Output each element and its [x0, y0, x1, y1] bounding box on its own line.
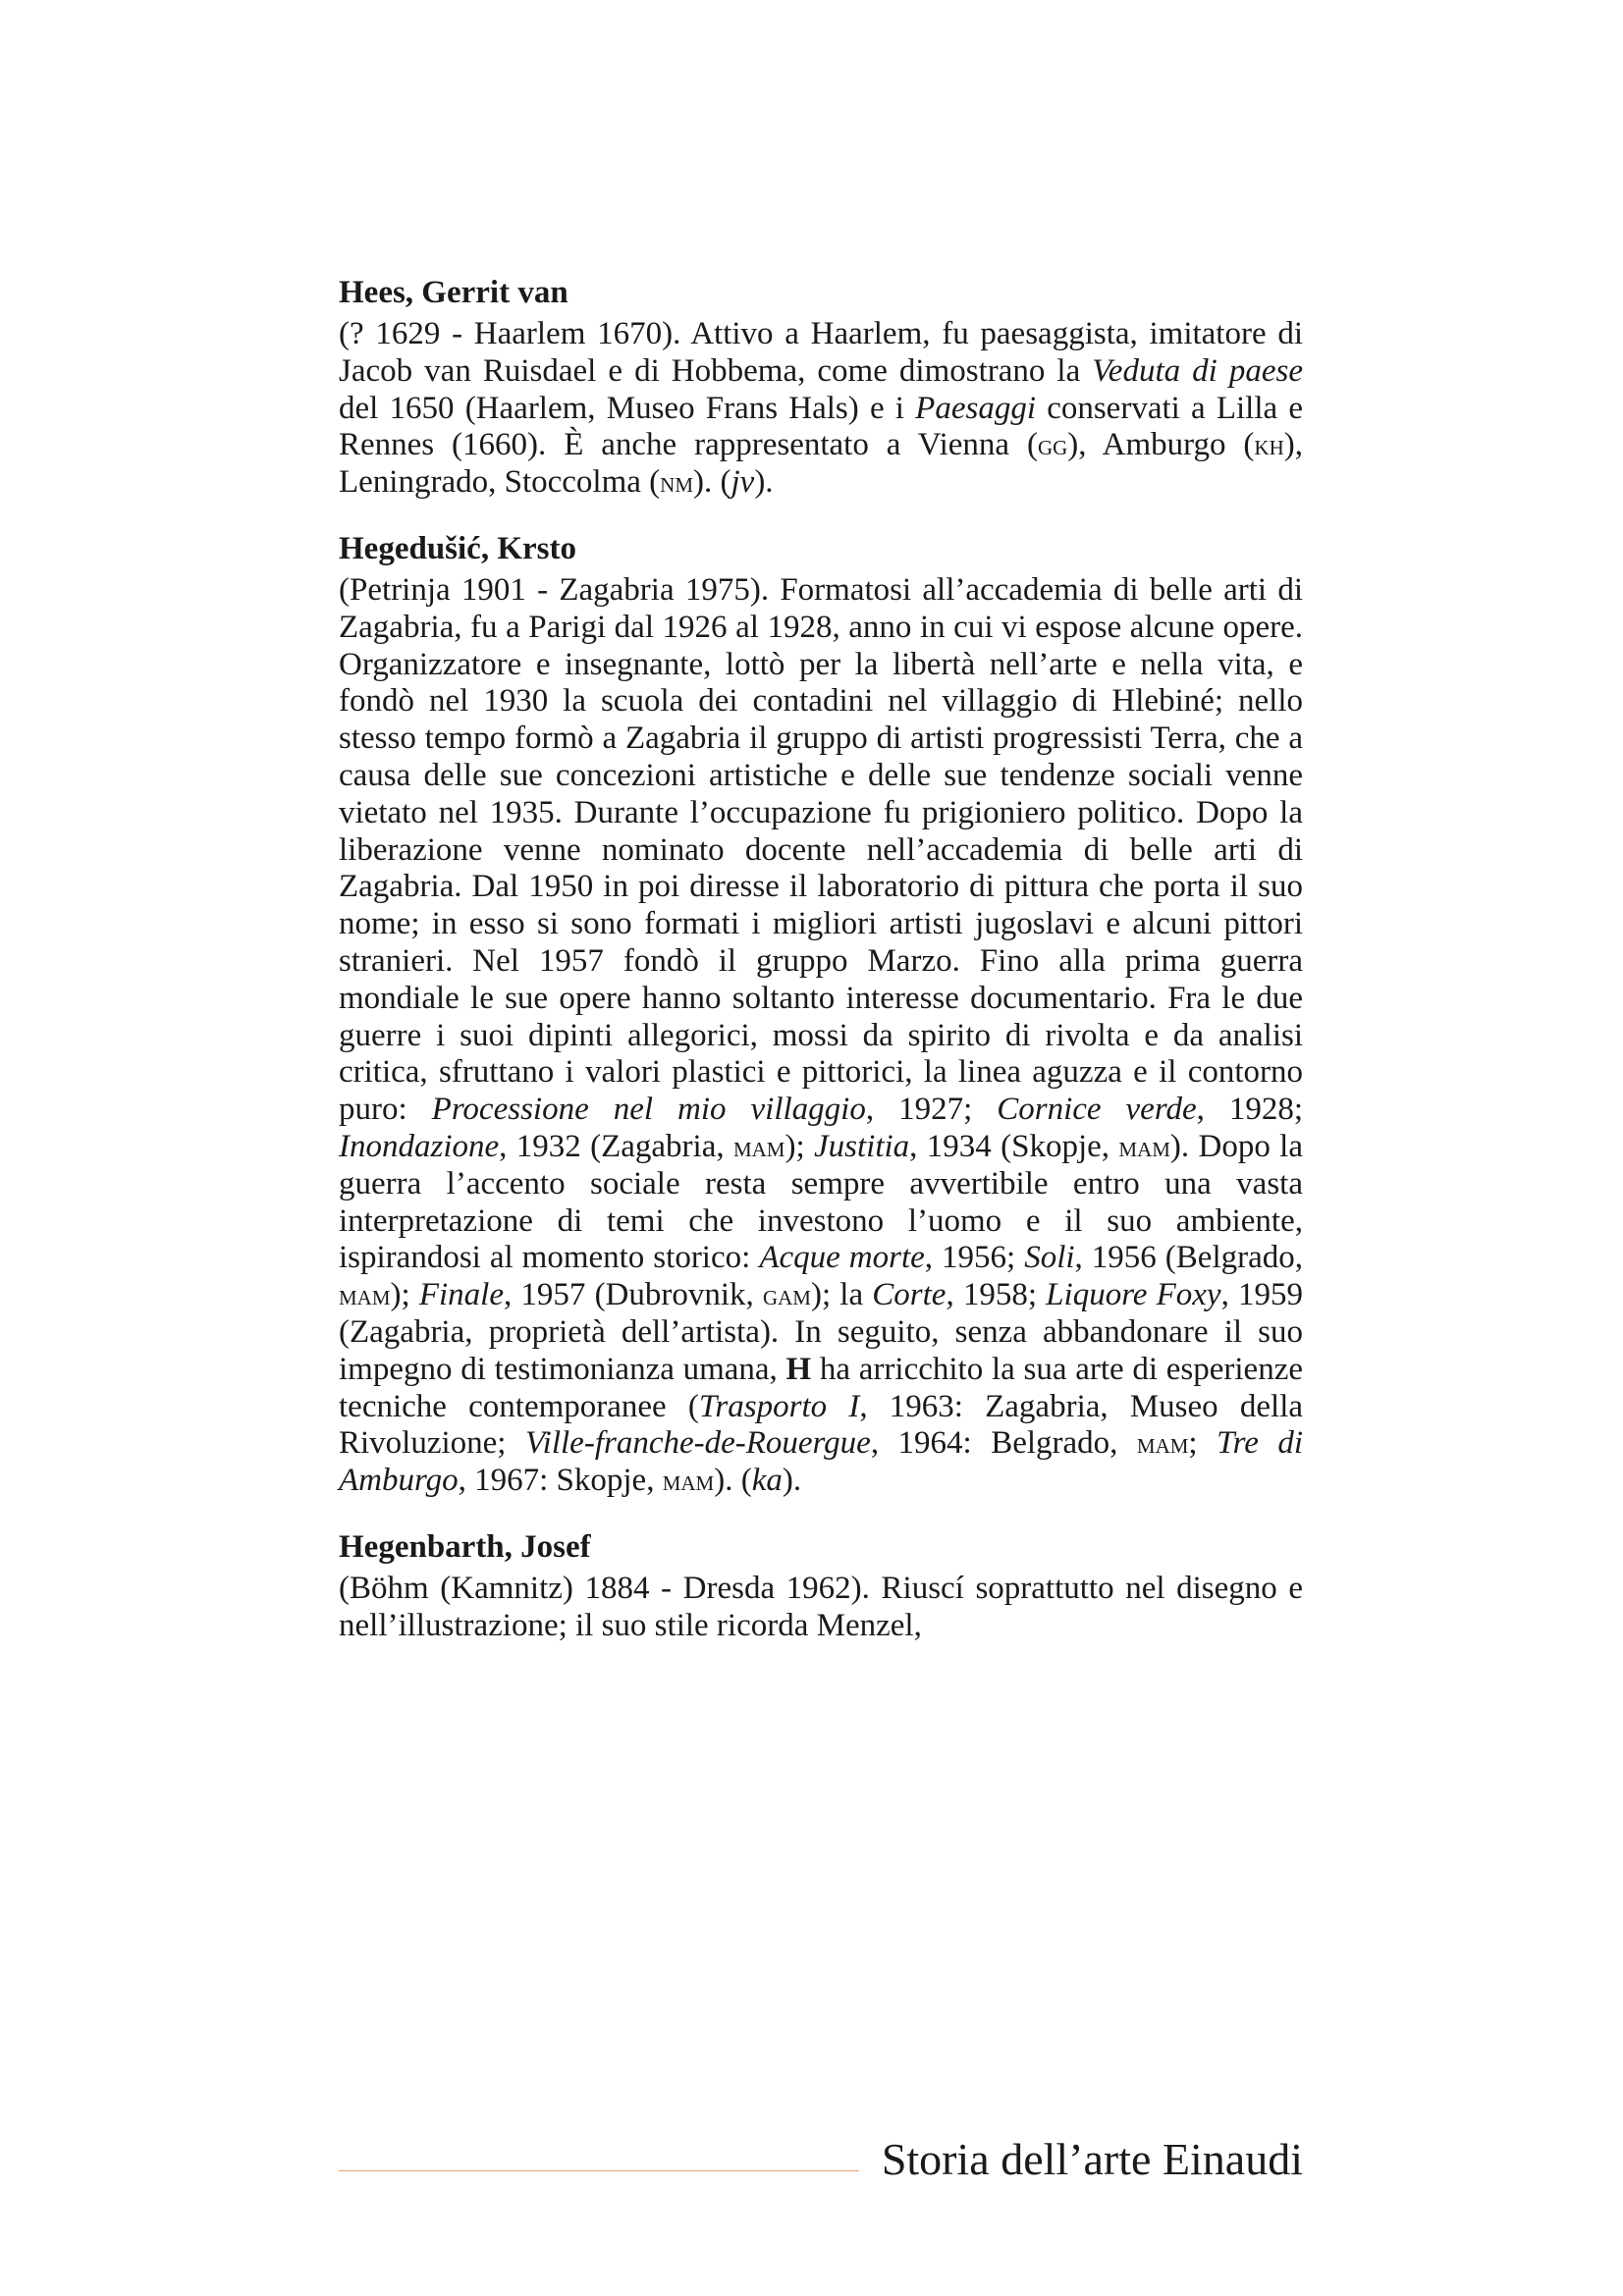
- italic-title: Processione nel mio villaggio: [431, 1092, 866, 1128]
- text-run: ), Amburgo (: [1067, 427, 1255, 463]
- italic-title: Finale: [418, 1277, 504, 1313]
- italic-title: Tre di Amburgo: [339, 1425, 1304, 1499]
- entry-body: [339, 572, 1303, 1500]
- italic-title: ka: [751, 1463, 783, 1499]
- text-run: ). (: [693, 464, 731, 501]
- italic-title: Corte: [872, 1277, 947, 1313]
- text-run: conservati a Lilla e Rennes (1660). È anche rappresentato a Vienna (: [339, 390, 1303, 463]
- italic-title: Soli: [1024, 1240, 1075, 1276]
- entry-body: [339, 316, 1303, 502]
- bold-abbrev: H: [785, 1351, 812, 1387]
- italic-title: Veduta di paese: [1092, 352, 1304, 389]
- text-run: ).: [754, 464, 774, 501]
- footer-title: Storia dell’arte Einaudi: [881, 2134, 1303, 2184]
- text-run: , 1956;: [924, 1240, 1025, 1276]
- italic-title: Justitia: [814, 1128, 910, 1164]
- collection-abbrev: gg: [1037, 429, 1068, 462]
- text-run: , 1934 (Skopje,: [909, 1128, 1119, 1164]
- collection-abbrev: gam: [762, 1279, 811, 1312]
- italic-title: Liquore Foxy: [1046, 1277, 1221, 1313]
- italic-title: Trasporto I: [698, 1388, 860, 1424]
- text-run: , 1958;: [946, 1277, 1047, 1313]
- italic-title: jv: [730, 464, 755, 501]
- text-run: );: [390, 1277, 419, 1313]
- text-run: ); la: [810, 1277, 873, 1313]
- italic-title: Acque morte: [759, 1240, 925, 1276]
- text-column: [339, 273, 1303, 1673]
- italic-title: Inondazione: [339, 1128, 500, 1164]
- text-run: , 1963: Zagabria, Museo della Rivoluzione;: [339, 1388, 1304, 1462]
- text-run: ). (: [714, 1463, 752, 1499]
- text-run: , 1927;: [865, 1092, 998, 1128]
- entry-body: [339, 1571, 1303, 1645]
- text-run: (? 1629 - Haarlem 1670). Attivo a Haarlem, fu paesaggista, imitatore di Jacob van Ruisdael e di Hobbema, come dimostrano la: [339, 316, 1303, 389]
- text-run: ).: [782, 1463, 802, 1499]
- text-run: , 1932 (Zagabria,: [499, 1128, 733, 1164]
- text-run: (Böhm (Kamnitz) 1884 - Dresda 1962). Riuscí soprattutto nel disegno e nell’illustrazione; il suo stile ricorda Menzel,: [339, 1570, 1303, 1643]
- collection-abbrev: mam: [339, 1279, 391, 1312]
- text-run: del 1650 (Haarlem, Museo Frans Hals) e i: [339, 390, 916, 426]
- collection-abbrev: mam: [662, 1465, 715, 1498]
- entry-title: Hees, Gerrit van: [339, 275, 568, 310]
- text-run: , 1957 (Dubrovnik,: [504, 1277, 763, 1313]
- text-run: ), Leningrado, Stoccolma (: [339, 427, 1303, 501]
- footer-rule: [339, 2170, 859, 2171]
- collection-abbrev: mam: [1136, 1427, 1189, 1461]
- entry-hegenbarth: [339, 1527, 1303, 1645]
- italic-title: Paesaggi: [915, 390, 1036, 426]
- collection-abbrev: kh: [1254, 429, 1284, 462]
- page-footer: [339, 2130, 1303, 2189]
- text-run: );: [784, 1128, 814, 1164]
- text-run: , 1967: Skopje,: [458, 1463, 663, 1499]
- collection-abbrev: nm: [660, 466, 693, 500]
- entry-title: Hegenbarth, Josef: [339, 1528, 591, 1565]
- text-run: , 1964: Belgrado,: [870, 1425, 1137, 1462]
- text-run: , 1928;: [1196, 1092, 1304, 1128]
- text-run: , 1956 (Belgrado,: [1074, 1240, 1304, 1276]
- text-run: , 1959 (Zagabria, proprietà dell’artista). In seguito, senza abbandonare il suo impegno di testimonianza umana,: [339, 1277, 1303, 1387]
- italic-title: Ville-franche-de-Rouergue: [524, 1425, 871, 1462]
- italic-title: Cornice verde: [997, 1092, 1197, 1128]
- collection-abbrev: mam: [1118, 1130, 1170, 1163]
- text-run: ). Dopo la guerra l’accento sociale resta sempre avvertibile entro una vasta interpretazione di temi che investono l’uomo e il suo ambiente, ispirandosi al momento storico:: [339, 1128, 1303, 1276]
- text-run: (Petrinja 1901 - Zagabria 1975). Formatosi all’accademia di belle arti di Zagabria, fu a Parigi dal 1926 al 1928, anno in cui vi espose alcune opere. Organizzatore e insegnante, lottò per la libertà nell’arte e nella vita, e fondò nel 1930 la scuola dei contadini nel villaggio di Hlebiné; nello stesso tempo formò a Zagabria il gruppo di artisti progressisti Terra, che a causa delle sue concezioni artistiche e delle sue tendenze sociali venne vietato nel 1935. Durante l’occupazione fu prigioniero politico. Dopo la liberazione venne nominato docente nell’accademia di belle arti di Zagabria. Dal 1950 in poi diresse il laboratorio di pittura che porta il suo nome; in esso si sono formati i migliori artisti jugoslavi e alcuni pittori stranieri. Nel 1957 fondò il gruppo Marzo. Fino alla prima guerra mondiale le sue opere hanno soltanto interesse documentario. Fra le due guerre i suoi dipinti allegorici, mossi da spirito di rivolta e da analisi critica, sfruttano i valori plastici e pittorici, la linea aguzza e il contorno puro:: [339, 571, 1303, 1128]
- text-run: ha arricchito la sua arte di esperienze tecniche contemporanee (: [339, 1351, 1303, 1424]
- entry-hegedusic: [339, 529, 1303, 1500]
- entry-hees: [339, 273, 1303, 502]
- entry-title: Hegedušić, Krsto: [339, 530, 576, 566]
- collection-abbrev: mam: [732, 1130, 785, 1163]
- text-run: ;: [1188, 1425, 1217, 1462]
